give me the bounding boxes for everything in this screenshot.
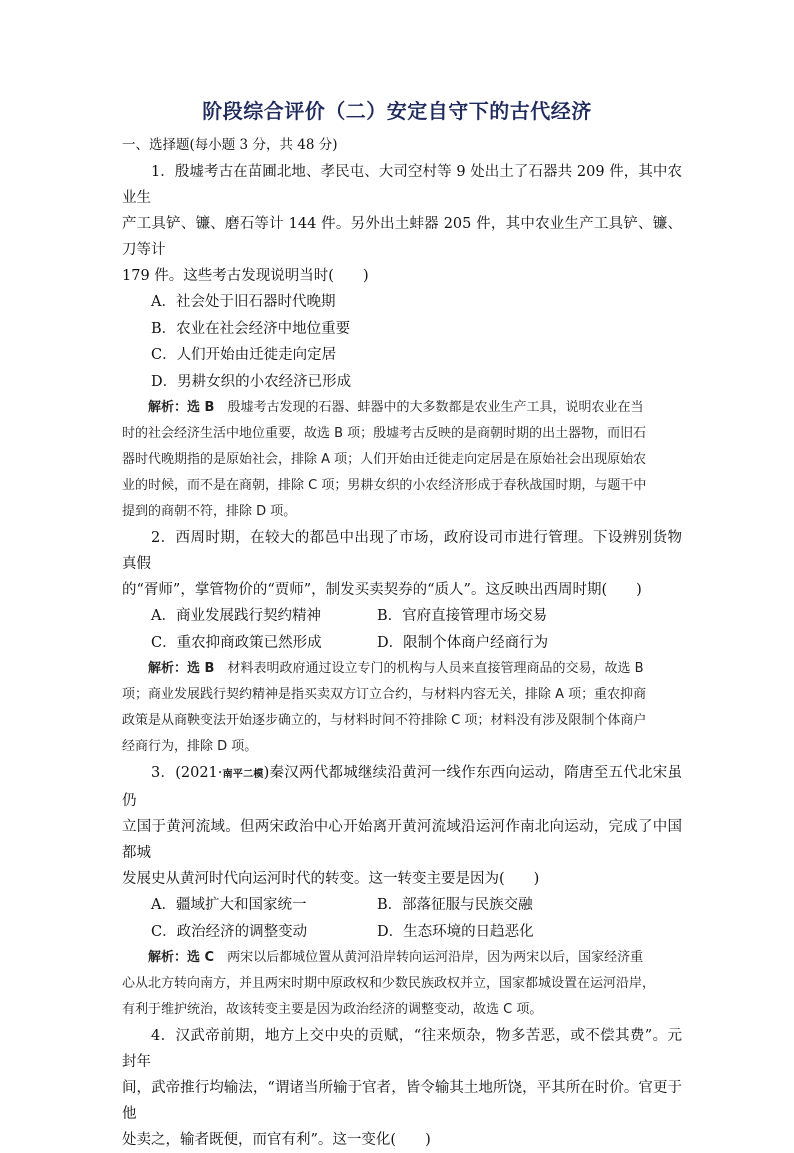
- option-c: C．重农抑商政策已然形成: [151, 634, 322, 651]
- option-row: [122, 630, 682, 657]
- option-b: B．部落征服与民族交融: [377, 897, 533, 913]
- option-a: A．社会处于旧石器时代晚期: [151, 294, 336, 310]
- option-row: [122, 919, 682, 946]
- option-d: D．男耕女织的小农经济已形成: [151, 373, 352, 390]
- analysis-text: 提到的商朝不符，排除 D 项。: [122, 504, 297, 519]
- analysis-text: 心从北方转向南方，并且两宋时期中原政权和少数民族政权并立，国家都城设置在运河沿岸，: [122, 976, 656, 991]
- analysis-label: 解析：选 C: [148, 950, 215, 965]
- question-text: 发展史从黄河时代向运河时代的转变。这一转变主要是因为( ): [122, 871, 540, 887]
- question-text: 间，武帝推行均输法，“谓诸当所输于官者，皆令输其土地所饶，平其所在时价。官更于他: [122, 1080, 682, 1122]
- question-text: 179 件。这些考古发现说明当时( ): [122, 268, 369, 284]
- option-b: B．农业在社会经济中地位重要: [151, 320, 351, 337]
- analysis-text: 有利于维护统治，故该转变主要是因为政治经济的调整变动，故选 C 项。: [122, 1002, 543, 1017]
- analysis: [122, 945, 682, 971]
- question-4: [122, 1023, 682, 1153]
- analysis-text: 政策是从商鞅变法开始逐步确立的，与材料时间不符排除 C 项；材料没有涉及限制个体商户: [122, 713, 647, 728]
- analysis-text: 两宋以后都城位置从黄河沿岸转向运河沿岸，因为两宋以后，国家经济重: [227, 950, 644, 965]
- option-row: [122, 603, 682, 630]
- question-text: )秦汉两代都城继续沿黄河一线作东西向运动，隋唐至五代北宋虽仍: [122, 765, 682, 809]
- analysis-text: 时的社会经济生活中地位重要，故选 B 项；殷墟考古反映的是商朝时期的出土器物，而旧石: [122, 426, 647, 441]
- section-heading: 一、选择题(每小题 3 分，共 48 分): [122, 137, 338, 153]
- option-c: C．人们开始由迁徙走向定居: [151, 347, 337, 363]
- question-3: [122, 760, 682, 1023]
- analysis-label: 解析：选 B: [148, 400, 215, 415]
- question-text: 2．西周时期，在较大的都邑中出现了市场，政府设司市进行管理。下设辨别货物真假: [122, 530, 682, 572]
- question-2: [122, 525, 682, 760]
- option-a: A．疆域扩大和国家统一: [151, 897, 307, 913]
- analysis-text: 业的时候，而不是在商朝，排除 C 项；男耕女织的小农经济形成于春秋战国时期，与题干中: [122, 478, 647, 493]
- question-text: 的“胥师”，掌管物价的“贾师”，制发买卖契券的“质人”。这反映出西周时期( ): [122, 582, 642, 598]
- option-d: D．生态环境的日趋恶化: [377, 923, 534, 940]
- analysis-text: 经商行为，排除 D 项。: [122, 739, 258, 754]
- source-label: 南平二模: [222, 769, 264, 780]
- option-b: B．官府直接管理市场交易: [377, 608, 548, 624]
- analysis: [122, 656, 682, 682]
- analysis-label: 解析：选 B: [148, 661, 215, 676]
- option-row: [122, 892, 682, 919]
- analysis-text: 殷墟考古发现的石器、蚌器中的大多数都是农业生产工具，说明农业在当: [227, 400, 644, 415]
- document-body: [122, 132, 682, 1153]
- question-text: 1．殷墟考古在苗圃北地、孝民屯、大司空村等 9 处出土了石器共 209 件，其中农业生: [122, 164, 682, 206]
- question-text: 处卖之，输者既便，而官有利”。这一变化( ): [122, 1132, 431, 1148]
- page-title: 阶段综合评价（二）安定自守下的古代经济: [202, 99, 592, 123]
- question-text: [122, 760, 682, 814]
- option-c: C．政治经济的调整变动: [151, 923, 308, 940]
- analysis-text: 器时代晚期指的是原始社会，排除 A 项；人们开始由迁徙走向定居是在原始社会出现原始农: [122, 452, 647, 467]
- option-d: D．限制个体商户经商行为: [377, 634, 549, 651]
- analysis-text: 材料表明政府通过设立专门的机构与人员来直接管理商品的交易，故选 B: [227, 661, 644, 676]
- option-a: A．商业发展践行契约精神: [151, 608, 321, 624]
- analysis: [122, 395, 682, 421]
- question-1: [122, 159, 682, 525]
- question-text: 产工具铲、镰、磨石等计 144 件。另外出土蚌器 205 件，其中农业生产工具铲、镰、刀等计: [122, 216, 682, 258]
- question-text: 4．汉武帝前期，地方上交中央的贡赋，“往来烦杂，物多苦恶，或不偿其费”。元封年: [122, 1028, 682, 1070]
- question-prefix: 3．(2021·: [151, 765, 223, 781]
- question-text: 立国于黄河流域。但两宋政治中心开始离开黄河流域沿运河作南北向运动，完成了中国都城: [122, 819, 682, 861]
- analysis-text: 项；商业发展践行契约精神是指买卖双方订立合约，与材料内容无关，排除 A 项；重农抑商: [122, 687, 647, 702]
